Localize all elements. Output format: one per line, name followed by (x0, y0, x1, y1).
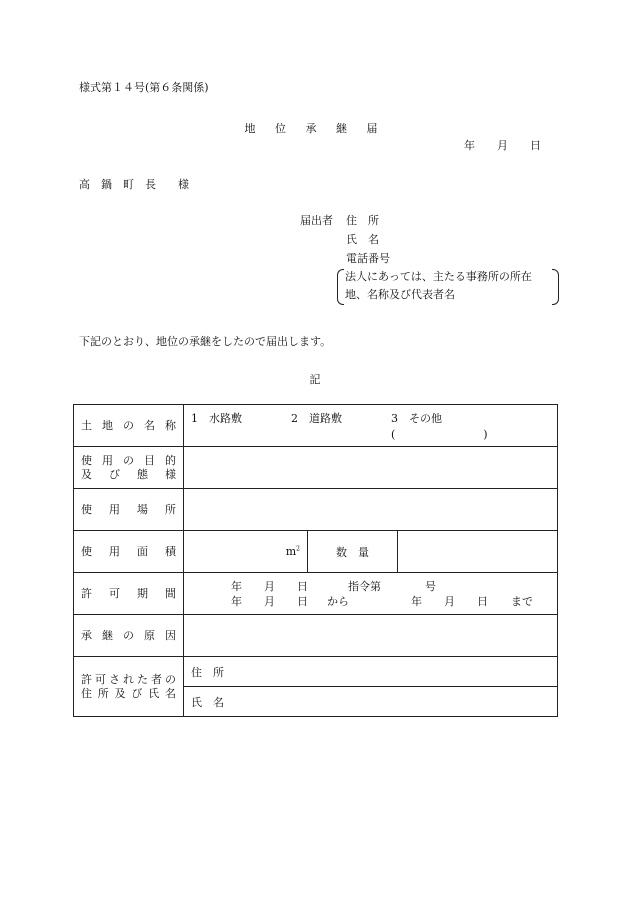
option-waterway[interactable]: 1 水路敷 (191, 411, 242, 425)
applicant-phone-label: 電話番号 (346, 252, 390, 265)
quantity-field[interactable] (398, 531, 558, 573)
place-field[interactable] (184, 489, 558, 531)
succession-form-table (73, 404, 558, 717)
row-purpose (74, 447, 558, 489)
land-name-label: 土 地 の 名 称 (74, 405, 184, 447)
row-cause (74, 615, 558, 657)
row-area (74, 531, 558, 573)
row-permitted-address (74, 657, 558, 687)
corporate-note (341, 268, 555, 306)
permitted-address-field[interactable]: 住 所 (184, 657, 558, 687)
purpose-field[interactable] (184, 447, 558, 489)
submission-date: 年 月 日 (464, 139, 541, 152)
quantity-label: 数 量 (308, 531, 398, 573)
document-title: 地 位 承 継 届 (244, 122, 386, 135)
statement: 下記のとおり、地位の承継をしたので届出します。 (79, 335, 332, 348)
place-label: 使 用 場 所 (74, 489, 184, 531)
row-land-name (74, 405, 558, 447)
area-field[interactable]: $m^2$ (184, 531, 308, 573)
row-period (74, 573, 558, 615)
applicant-address-label: 住 所 (346, 214, 379, 227)
option-other[interactable]: 3 その他( ) (391, 411, 488, 441)
corporate-note-line2: 地、名称及び代表者名 (345, 288, 455, 301)
applicant-block (300, 211, 390, 268)
applicant-name-label: 氏 名 (346, 233, 379, 246)
period-label: 許 可 期 間 (74, 573, 184, 615)
form-number: 様式第１４号(第６条関係) (79, 81, 209, 94)
permitted-person-label: 許可された者の 住所及び氏名 (74, 657, 184, 717)
period-field[interactable]: 年 月 日 指令第 号 年 月 日 から 年 月 日 まで (184, 573, 558, 615)
corporate-note-line1: 法人にあっては、主たる事務所の所在 (345, 270, 532, 283)
cause-label: 承 継 の 原 因 (74, 615, 184, 657)
area-label: 使 用 面 積 (74, 531, 184, 573)
row-place (74, 489, 558, 531)
addressee: 高 鍋 町 長 様 (79, 178, 189, 191)
applicant-prefix: 届出者 (300, 214, 333, 227)
permitted-name-field[interactable]: 氏 名 (184, 687, 558, 717)
ki-heading: 記 (309, 373, 321, 386)
cause-field[interactable] (184, 615, 558, 657)
land-name-options[interactable] (184, 405, 558, 447)
purpose-label: 使 用 の 目 的 及 び 態 様 (74, 447, 184, 489)
option-road[interactable]: 2 道路敷 (291, 411, 342, 425)
